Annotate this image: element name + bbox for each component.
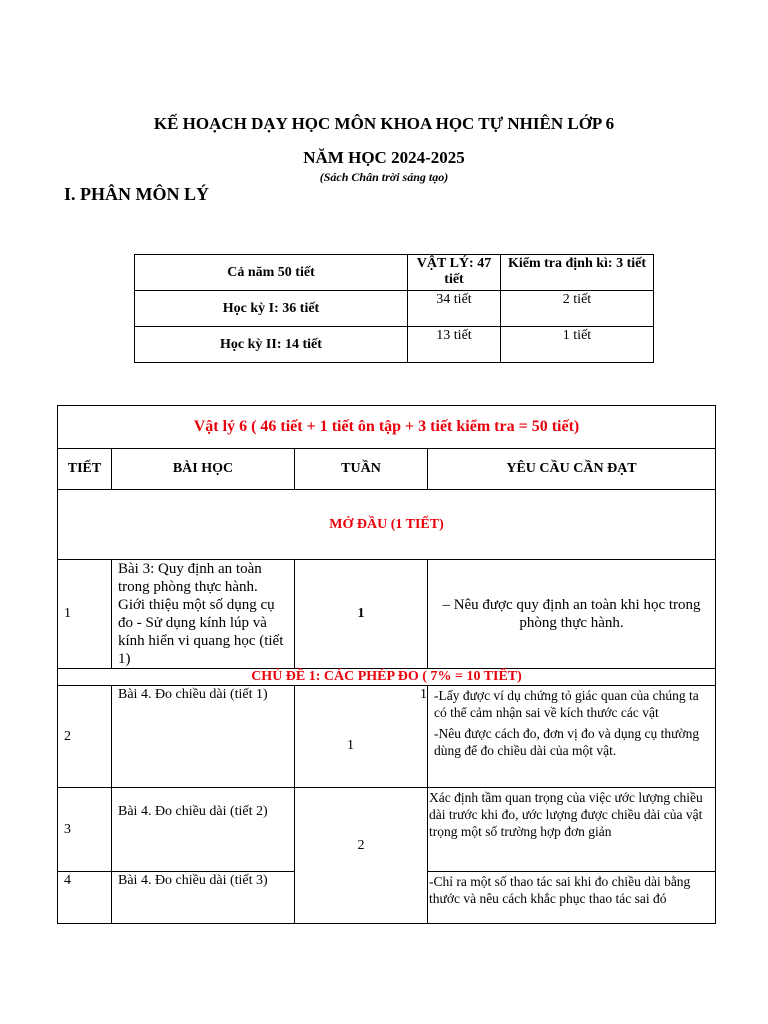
week-cell [295,686,428,788]
summary-cell: 34 tiết [408,291,501,327]
requirement-item: -Lấy được ví dụ chứng tỏ giác quan của chúng ta có thể cảm nhận sai về kích thước các vật [434,688,699,720]
requirement-cell [428,686,716,788]
requirement-cell: Xác định tầm quan trọng của việc ước lượng chiều dài trước khi đo, ước lượng được chiều dài của vật trọng một số trường hợp đơn giản [428,788,716,872]
school-year: NĂM HỌC 2024-2025 [303,148,465,167]
lesson-cell: Bài 4. Đo chiều dài (tiết 2) [112,788,295,872]
summary-cell: 1 tiết [501,327,654,363]
table-row [58,686,716,788]
summary-cell: 2 tiết [501,291,654,327]
lesson-cell: Bài 3: Quy định an toàn trong phòng thực hành. Giới thiệu một số dụng cụ đo - Sử dụng kính lúp và kính hiển vi quang học (tiết 1) [112,560,295,669]
week-number: 1 [347,738,354,753]
summary-cell: Cả năm 50 tiết [135,255,408,291]
week-cell: 2 [295,788,428,924]
tiet-cell: 1 [58,560,112,669]
topic-heading: CHỦ ĐỀ 1: CÁC PHÉP ĐO ( 7% = 10 TIẾT) [58,669,716,686]
tiet-cell: 2 [58,686,112,788]
table-row [58,560,716,669]
week-cell: 1 [295,560,428,669]
section-heading: I. PHÂN MÔN LÝ [64,184,209,204]
column-header: TIẾT [58,449,112,490]
summary-cell: Học kỳ II: 14 tiết [135,327,408,363]
summary-cell: Kiểm tra định kì: 3 tiết [501,255,654,291]
summary-cell: VẬT LÝ: 47 tiết [408,255,501,291]
summary-table [134,254,654,363]
document-title: KẾ HOẠCH DẠY HỌC MÔN KHOA HỌC TỰ NHIÊN LỚP 6 [153,114,615,133]
summary-cell: Học kỳ I: 36 tiết [135,291,408,327]
column-header: BÀI HỌC [112,449,295,490]
column-header: YÊU CẦU CẦN ĐẠT [428,449,716,490]
lesson-plan-table [57,405,716,924]
table-row [58,788,716,872]
requirement-cell: – Nêu được quy định an toàn khi học trong phòng thực hành. [428,560,716,669]
lesson-cell: Bài 4. Đo chiều dài (tiết 3) [112,872,295,924]
lesson-cell: Bài 4. Đo chiều dài (tiết 1) [112,686,295,788]
tiet-cell: 4 [58,872,112,924]
requirement-item: -Nêu được cách đo, đơn vị đo và dụng cụ thường dùng để đo chiều dài của một vật. [434,726,700,758]
plan-title: Vật lý 6 ( 46 tiết + 1 tiết ôn tập + 3 tiết kiểm tra = 50 tiết) [58,406,716,449]
week-mark: 1 [420,687,427,702]
tiet-cell: 3 [58,788,112,872]
column-header: TUẦN [295,449,428,490]
requirement-cell: -Chỉ ra một số thao tác sai khi đo chiều dài bằng thước và nêu cách khắc phục thao tác sai đó [428,872,716,924]
book-note: (Sách Chân trời sáng tạo) [319,170,449,184]
intro-heading: MỞ ĐẦU (1 TIẾT) [58,490,716,560]
summary-cell: 13 tiết [408,327,501,363]
